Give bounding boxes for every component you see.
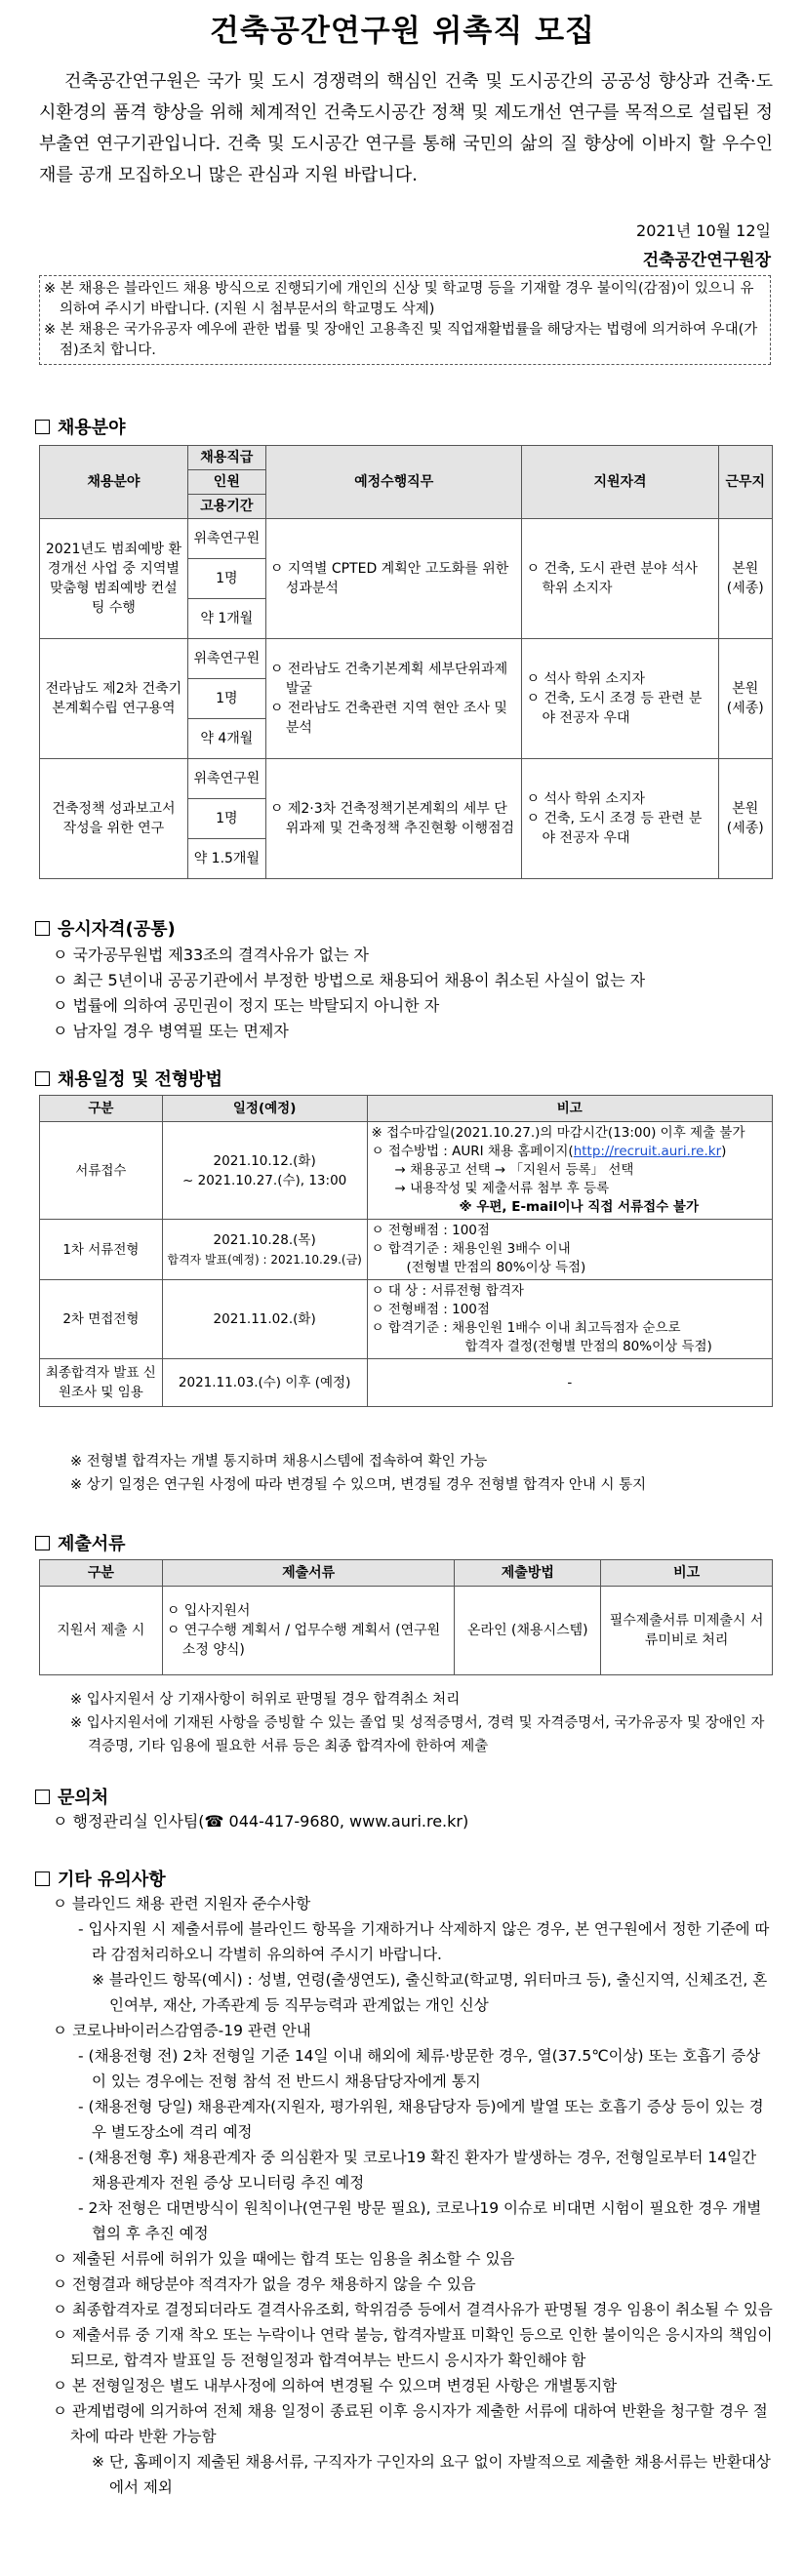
header-note: 비고 xyxy=(601,1560,773,1587)
list-item: ㅇ 제출서류 중 기재 착오 또는 누락이나 연락 불능, 합격자발표 미확인 등으로 인한 불이익은 응시자의 책임이 되므로, 합격자 발표일 등 전형일정과 합격여부는 반드시 응시자가 확인해야 함 xyxy=(53,2326,773,2369)
schedule-type: 최종합격자 발표 신원조사 및 임용 xyxy=(40,1359,163,1407)
qual-list xyxy=(53,943,775,1044)
list-item: ㅇ 제출된 서류에 허위가 있을 때에는 합격 또는 임용을 취소할 수 있음 xyxy=(53,2250,515,2268)
list-item: ㅇ 법률에 의하여 공민권이 정지 또는 박탈되지 아니한 자 xyxy=(53,996,440,1015)
recruit-grade: 위촉연구원 xyxy=(187,519,265,559)
schedule-note: ※ 접수마감일(2021.10.27.)의 마감시간(13:00) 이후 제출 불가 ㅇ 접수방법 : AURI 채용 홈페이지(http://recruit.auri.re.kr) → 채용공고 선택 → 「지원서 등록」 선택 → 내용작성 및 제출서류 첨부 후 등록 ※ 우편, E-mail이나 직접 서류접수 불가 xyxy=(367,1122,773,1220)
list-item: - 2차 전형은 대면방식이 원칙이나(연구원 방문 필요), 코로나19 이슈로 비대면 시험이 필요한 경우 개별협의 후 추진 예정 xyxy=(78,2199,762,2242)
header-field: 채용분야 xyxy=(40,446,188,519)
recruit-period: 약 4개월 xyxy=(187,719,265,759)
docs-type: 지원서 제출 시 xyxy=(40,1587,163,1675)
schedule-date: 2021.11.03.(수) 이후 (예정) xyxy=(162,1359,367,1407)
list-item: ㅇ 국가공무원법 제33조의 결격사유가 없는 자 xyxy=(53,946,369,964)
checkbox-square-icon xyxy=(35,1872,50,1886)
recruit-table xyxy=(39,445,773,879)
section-contact-heading: 문의처 xyxy=(35,1784,108,1809)
recruit-location: 본원 (세종) xyxy=(718,639,772,759)
list-item: - (채용전형 당일) 채용관계자(지원자, 평가위원, 채용담당자 등)에게 발열 또는 호흡기 증상 등이 있는 경우 별도장소에 격리 예정 xyxy=(78,2098,764,2141)
docs-table xyxy=(39,1559,773,1675)
list-item: ㅇ 블라인드 채용 관련 지원자 준수사항 xyxy=(53,1895,311,1912)
recruit-field: 전라남도 제2차 건축기본계획수립 연구용역 xyxy=(40,639,188,759)
list-item: - 입사지원 시 제출서류에 블라인드 항목을 기재하거나 삭제하지 않은 경우, 본 연구원에서 정한 기준에 따라 감점처리하오니 각별히 유의하여 주시기 바랍니다. xyxy=(78,1920,770,1963)
schedule-type: 2차 면접전형 xyxy=(40,1280,163,1359)
header-date: 일정(예정) xyxy=(162,1096,367,1122)
header-method: 제출방법 xyxy=(455,1560,601,1587)
recruit-field: 2021년도 범죄예방 환경개선 사업 중 지역별 맞춤형 범죄예방 컨설팅 수행 xyxy=(40,519,188,639)
announcement-date: 2021년 10월 12일 xyxy=(636,221,771,240)
section-docs-heading: 제출서류 xyxy=(35,1530,126,1555)
recruit-qual: ㅇ 석사 학위 소지자 ㅇ 건축, 도시 조경 등 관련 분야 전공자 우대 xyxy=(522,639,718,759)
list-item: ※ 블라인드 항목(예시) : 성별, 연령(출생연도), 출신학교(학교명, 위터마크 등), 출신지역, 신체조건, 혼인여부, 재산, 가족관계 등 직무능력과 관계없는 개인 신상 xyxy=(92,1971,768,2014)
recruit-duty: ㅇ 지역별 CPTED 계획안 고도화를 위한 성과분석 xyxy=(265,519,522,639)
header-note: 비고 xyxy=(367,1096,773,1122)
list-item: - (채용전형 전) 2차 전형일 기준 14일 이내 해외에 체류·방문한 경우, 열(37.5℃이상) 또는 호흡기 증상이 있는 경우에는 전형 참석 전 반드시 채용담당자에게 통지 xyxy=(78,2047,761,2090)
checkbox-square-icon xyxy=(35,1071,50,1086)
section-qual-heading: 응시자격(공통) xyxy=(35,915,176,941)
schedule-type: 1차 서류전형 xyxy=(40,1220,163,1280)
header-count: 인원 xyxy=(187,470,265,495)
schedule-notes xyxy=(70,1450,775,1497)
schedule-date: 2021.10.12.(화) ~ 2021.10.27.(수), 13:00 xyxy=(162,1122,367,1220)
recruit-field: 건축정책 성과보고서 작성을 위한 연구 xyxy=(40,759,188,879)
recruit-period: 약 1.5개월 xyxy=(187,839,265,879)
recruit-count: 1명 xyxy=(187,799,265,839)
contact-info: ㅇ 행정관리실 인사팀(☎ 044-417-9680, www.auri.re.kr) xyxy=(53,1812,469,1831)
recruit-site-link[interactable]: http://recruit.auri.re.kr xyxy=(573,1144,722,1159)
recruit-duty: ㅇ 제2·3차 건축정책기본계획의 세부 단위과제 및 건축정책 추진현황 이행점검 xyxy=(265,759,522,879)
recruit-period: 약 1개월 xyxy=(187,599,265,639)
header-doc: 제출서류 xyxy=(162,1560,455,1587)
header-grade: 채용직급 xyxy=(187,446,265,470)
recruit-grade: 위촉연구원 xyxy=(187,759,265,799)
section-etc-heading: 기타 유의사항 xyxy=(35,1866,166,1891)
recruit-count: 1명 xyxy=(187,559,265,599)
docs-method: 온라인 (채용시스템) xyxy=(455,1587,601,1675)
section-recruit-heading: 채용분야 xyxy=(35,414,126,439)
schedule-table xyxy=(39,1095,773,1407)
list-item: ※ 입사지원서에 기재된 사항을 증빙할 수 있는 졸업 및 성적증명서, 경력 및 자격증명서, 국가유공자 및 장애인 자격증명, 기타 임용에 필요한 서류 등은 최종 합격자에 한하여 제출 xyxy=(70,1715,765,1754)
docs-note: 필수제출서류 미제출시 서류미비로 처리 xyxy=(601,1587,773,1675)
list-item: ㅇ 최종합격자로 결정되더라도 결격사유조회, 학위검증 등에서 결격사유가 판명될 경우 임용이 취소될 수 있음 xyxy=(53,2301,773,2318)
list-item: ※ 입사지원서 상 기재사항이 허위로 판명될 경우 합격취소 처리 xyxy=(70,1692,461,1708)
checkbox-square-icon xyxy=(35,921,50,936)
header-type: 구분 xyxy=(40,1560,163,1587)
recruit-location: 본원 (세종) xyxy=(718,759,772,879)
etc-list xyxy=(53,1891,775,2500)
recruit-qual: ㅇ 건축, 도시 관련 분야 석사 학위 소지자 xyxy=(522,519,718,639)
header-duty: 예정수행직무 xyxy=(265,446,522,519)
checkbox-square-icon xyxy=(35,420,50,434)
notice-line: ※ 본 채용은 국가유공자 예우에 관한 법률 및 장애인 고용촉진 및 직업재활법률을 해당자는 법령에 의거하여 우대(가점)조치 합니다. xyxy=(44,322,758,358)
list-item: ㅇ 코로나바이러스감염증-19 관련 안내 xyxy=(53,2022,311,2039)
schedule-note: ㅇ 대 상 : 서류전형 합격자 ㅇ 전형배점 : 100점 ㅇ 합격기준 : 채용인원 1배수 이내 최고득점자 순으로 합격자 결정(전형별 만점의 80%이상 득점) xyxy=(367,1280,773,1359)
recruit-qual: ㅇ 석사 학위 소지자 ㅇ 건축, 도시 조경 등 관련 분야 전공자 우대 xyxy=(522,759,718,879)
schedule-type: 서류접수 xyxy=(40,1122,163,1220)
header-type: 구분 xyxy=(40,1096,163,1122)
list-item: ㅇ 본 전형일정은 별도 내부사정에 의하여 변경될 수 있으며 변경된 사항은 개별통지함 xyxy=(53,2377,618,2395)
notice-line: ※ 본 채용은 블라인드 채용 방식으로 진행되기에 개인의 신상 및 학교명 등을 기재할 경우 불이익(감점)이 있으니 유의하여 주시기 바랍니다. (지원 시 첨부문서의 학교명도 삭제) xyxy=(44,281,754,317)
schedule-note: - xyxy=(367,1359,773,1407)
checkbox-square-icon xyxy=(35,1790,50,1804)
checkbox-square-icon xyxy=(35,1536,50,1550)
schedule-note: ㅇ 전형배점 : 100점 ㅇ 합격기준 : 채용인원 3배수 이내 (전형별 만점의 80%이상 득점) xyxy=(367,1220,773,1280)
section-schedule-heading: 채용일정 및 전형방법 xyxy=(35,1066,222,1091)
issuer: 건축공간연구원장 xyxy=(642,251,771,270)
schedule-date: 2021.11.02.(화) xyxy=(162,1280,367,1359)
list-item: ㅇ 최근 5년이내 공공기관에서 부정한 방법으로 채용되어 채용이 취소된 사실이 없는 자 xyxy=(53,971,646,989)
header-location: 근무지 xyxy=(718,446,772,519)
recruit-count: 1명 xyxy=(187,679,265,719)
page-title: 건축공간연구원 위촉직 모집 xyxy=(210,14,595,49)
header-period: 고용기간 xyxy=(187,495,265,519)
header-qual: 지원자격 xyxy=(522,446,718,519)
list-item: ※ 상기 일정은 연구원 사정에 따라 변경될 수 있으며, 변경될 경우 전형별 합격자 안내 시 통지 xyxy=(70,1477,647,1493)
schedule-date: 2021.10.28.(목) 합격자 발표(예정) : 2021.10.29.(금) xyxy=(162,1220,367,1280)
recruit-duty: ㅇ 전라남도 건축기본계획 세부단위과제 발굴 ㅇ 전라남도 건축관련 지역 현안 조사 및 분석 xyxy=(265,639,522,759)
docs-list: ㅇ 입사지원서 ㅇ 연구수행 계획서 / 업무수행 계획서 (연구원 소정 양식) xyxy=(162,1587,455,1675)
list-item: ※ 단, 홈페이지 제출된 채용서류, 구직자가 구인자의 요구 없이 자발적으로 제출한 채용서류는 반환대상에서 제외 xyxy=(92,2453,771,2496)
list-item: ㅇ 관계법령에 의거하여 전체 채용 일정이 종료된 이후 응시자가 제출한 서류에 대하여 반환을 청구할 경우 절차에 따라 반환 가능함 xyxy=(53,2402,768,2445)
blind-notice-box xyxy=(39,275,771,365)
intro-paragraph: 건축공간연구원은 국가 및 도시 경쟁력의 핵심인 건축 및 도시공간의 공공성 향상과 건축·도시환경의 품격 향상을 위해 체계적인 건축도시공간 정책 및 제도개선 연구를 목적으로 설립된 정부출연 연구기관입니다. 건축 및 도시공간 연구를 통해 국민의 삶의 질 향상에 이바지 할 우수인재를 공개 모집하오니 많은 관심과 지원 바랍니다. xyxy=(39,71,773,185)
list-item: - (채용전형 후) 채용관계자 중 의심환자 및 코로나19 확진 환자가 발생하는 경우, 전형일로부터 14일간 채용관계자 전원 증상 모니터링 추진 예정 xyxy=(78,2149,757,2192)
list-item: ㅇ 전형결과 해당분야 적격자가 없을 경우 채용하지 않을 수 있음 xyxy=(53,2275,476,2293)
recruit-location: 본원 (세종) xyxy=(718,519,772,639)
list-item: ㅇ 남자일 경우 병역필 또는 면제자 xyxy=(53,1022,289,1040)
list-item: ※ 전형별 합격자는 개별 통지하며 채용시스템에 접속하여 확인 가능 xyxy=(70,1454,488,1469)
docs-notes xyxy=(70,1688,775,1758)
recruit-grade: 위촉연구원 xyxy=(187,639,265,679)
